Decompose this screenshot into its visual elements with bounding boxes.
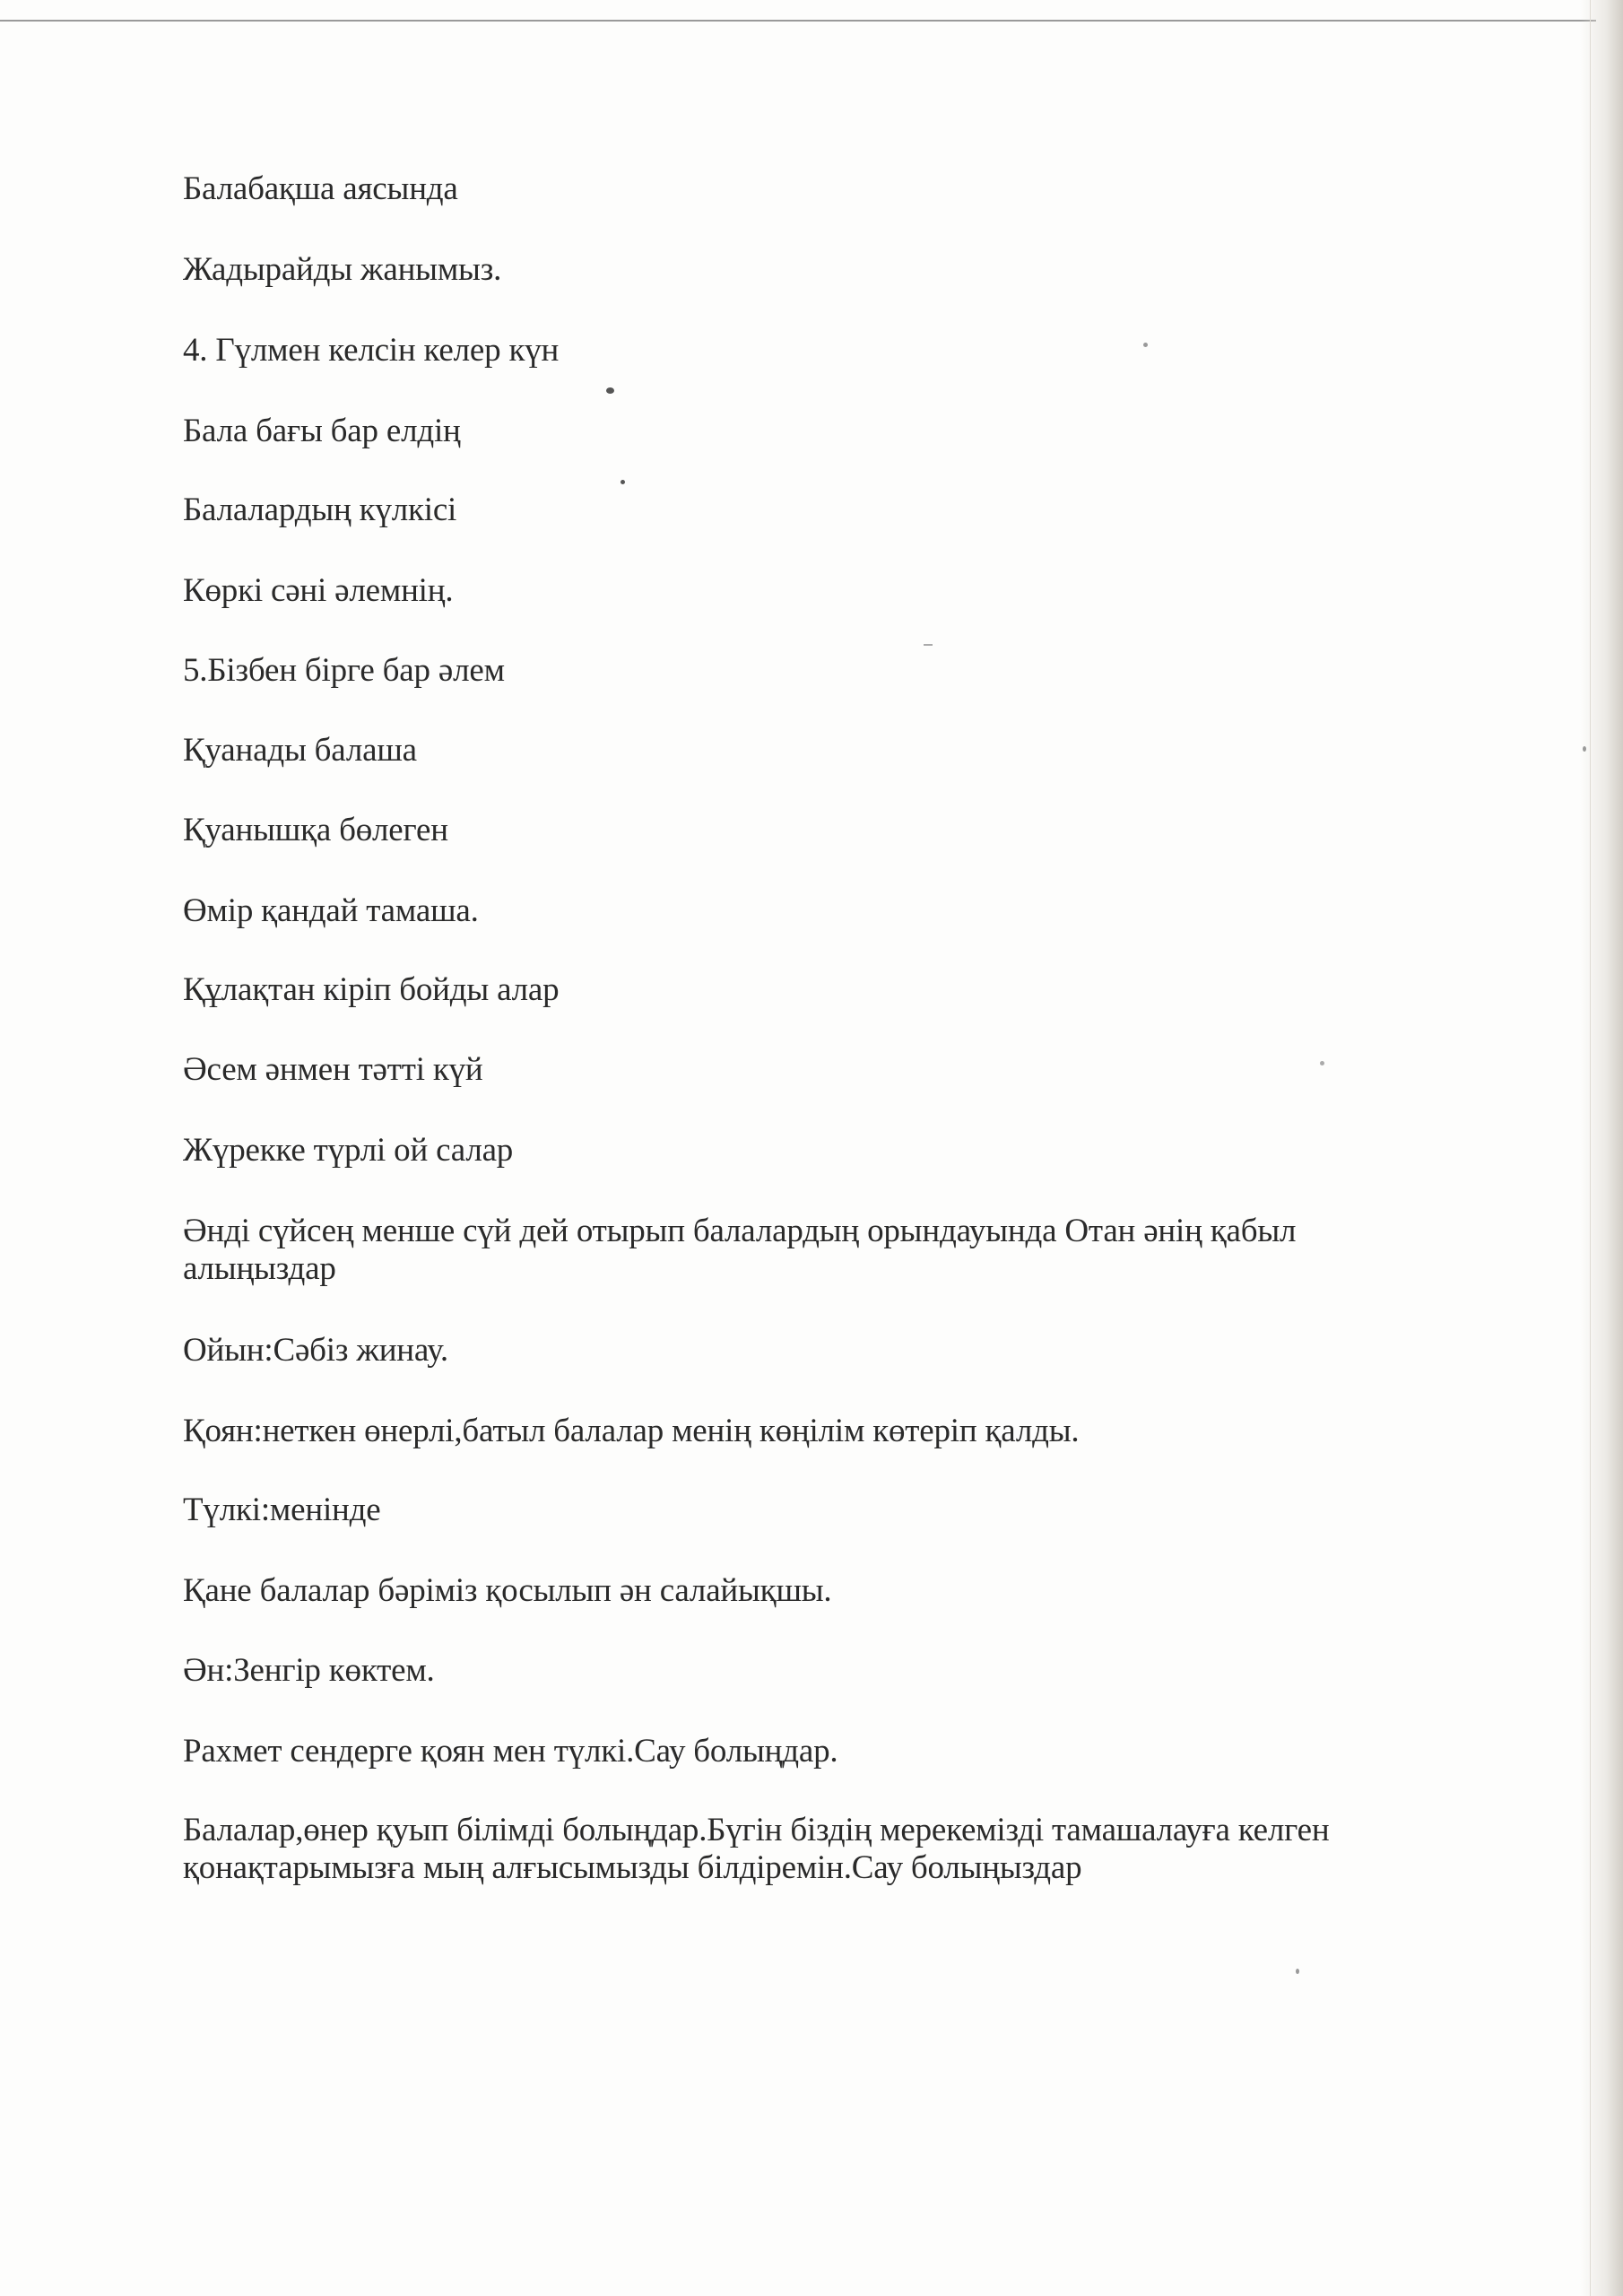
text-line: Ән:Зенгір көктем. xyxy=(183,1652,435,1689)
scan-speck xyxy=(1583,746,1586,752)
scan-speck xyxy=(1143,343,1148,347)
text-line: Қуанышқа бөлеген xyxy=(183,812,448,848)
text-line: Балалардың күлкісі xyxy=(183,491,457,528)
text-line: Құлақтан кіріп бойды алар xyxy=(183,971,560,1008)
text-line: Жүрекке түрлі ой салар xyxy=(183,1132,514,1169)
scan-speck xyxy=(621,480,625,484)
page-edge-shadow xyxy=(1580,0,1623,2296)
text-line: 5.Бізбен бірге бар әлем xyxy=(183,652,505,689)
scan-speck xyxy=(606,387,614,394)
text-paragraph: Әнді сүйсең менше сүй дей отырып балалардың орындауында Отан әнің қабыл алыңыздар xyxy=(183,1213,1297,1287)
text-line: Қоян:неткен өнерлі,батыл балалар менің көңілім көтеріп қалды. xyxy=(183,1413,1080,1449)
scan-speck xyxy=(924,644,933,646)
text-line: Балабақша аясында xyxy=(183,170,458,207)
text-line: Қане балалар бәріміз қосылып ән салайықшы. xyxy=(183,1572,832,1609)
text-line: Жадырайды жанымыз. xyxy=(183,251,502,288)
text-paragraph: Балалар,өнер қуып білімді болыңдар.Бүгін біздің мерекемізді тамашалауға келген қонақтарымызға мың алғысымызды білдіремін.Сау болыңыздар xyxy=(183,1812,1330,1886)
text-line: Бала бағы бар елдің xyxy=(183,413,461,449)
text-line: Өмір қандай тамаша. xyxy=(183,892,479,929)
scan-speck xyxy=(1320,1061,1324,1065)
text-line: 4. Гүлмен келсін келер күн xyxy=(183,332,560,369)
text-line: Түлкі:менінде xyxy=(183,1492,381,1528)
scan-speck xyxy=(1296,1969,1299,1974)
text-line: Рахмет сендерге қоян мен түлкі.Сау болыңдар. xyxy=(183,1733,838,1770)
text-line: Қуанады балаша xyxy=(183,732,417,769)
text-line: Әсем әнмен тәтті күй xyxy=(183,1051,483,1088)
top-rule xyxy=(0,20,1596,22)
text-line: Ойын:Сәбіз жинау. xyxy=(183,1332,448,1369)
text-line: Көркі сәні әлемнің. xyxy=(183,572,454,609)
